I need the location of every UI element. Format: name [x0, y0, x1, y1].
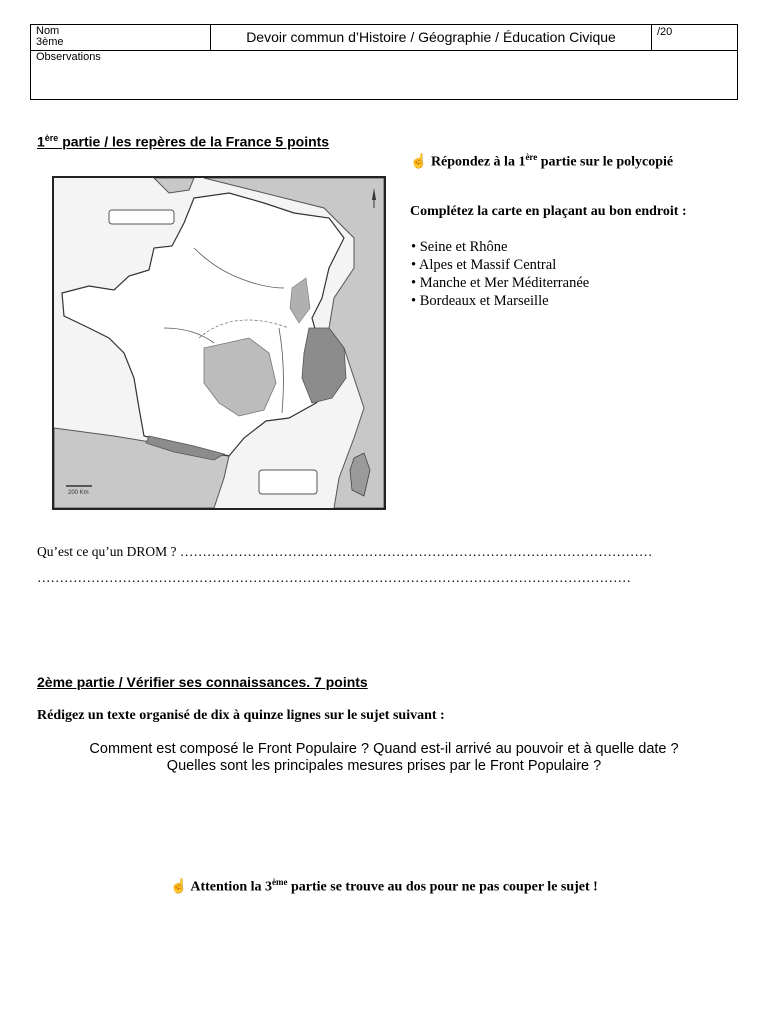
france-map-svg — [54, 178, 384, 508]
list-item: • Alpes et Massif Central — [411, 256, 589, 274]
question-line: Quelles sont les principales mesures prises par le Front Populaire ? — [166, 758, 602, 774]
list-item: • Seine et Rhône — [411, 238, 589, 256]
part2-title: 2ème partie / Vérifier ses connaissances. 7 points — [37, 674, 368, 690]
class-label: 3ème — [36, 36, 64, 48]
places-list — [411, 238, 589, 310]
respond-on-handout: ☝ Répondez à la 1ère partie sur le polycopié — [410, 152, 674, 170]
map-instruction: Complétez la carte en plaçant au bon endroit : — [410, 204, 687, 219]
france-blank-map — [52, 176, 386, 510]
header-row — [31, 25, 737, 51]
list-item: • Manche et Mer Méditerranée — [411, 274, 589, 292]
part1-title: 1ère partie / les repères de la France 5 points — [37, 133, 330, 150]
score-box: /20 — [657, 26, 673, 38]
student-info-cell — [31, 25, 211, 50]
map-scale-label: 200 Km — [68, 490, 89, 496]
name-label: Nom — [36, 25, 60, 37]
pointing-hand-icon: ☝ — [410, 154, 428, 170]
observations-label: Observations — [36, 51, 101, 63]
part2-instruction: Rédigez un texte organisé de dix à quinze lignes sur le sujet suivant : — [37, 708, 445, 723]
answer-dots-line: …………………………………………………………………………………………………………………… — [37, 570, 631, 585]
exam-title: Devoir commun d’Histoire / Géographie / Éducation Civique — [211, 25, 652, 50]
list-item: • Bordeaux et Marseille — [411, 292, 589, 310]
pointing-hand-icon: ☝ — [170, 879, 188, 895]
question-line: Comment est composé le Front Populaire ? Quand est-il arrivé au pouvoir et à quelle date ? — [89, 741, 679, 757]
drom-question: Qu’est ce qu’un DROM ? …………………………………………………………………………………………… — [37, 544, 653, 559]
essay-question — [30, 741, 738, 775]
header-table — [30, 24, 738, 100]
part3-notice: ☝ Attention la 3ème partie se trouve au dos pour ne pas couper le sujet ! — [170, 877, 598, 895]
